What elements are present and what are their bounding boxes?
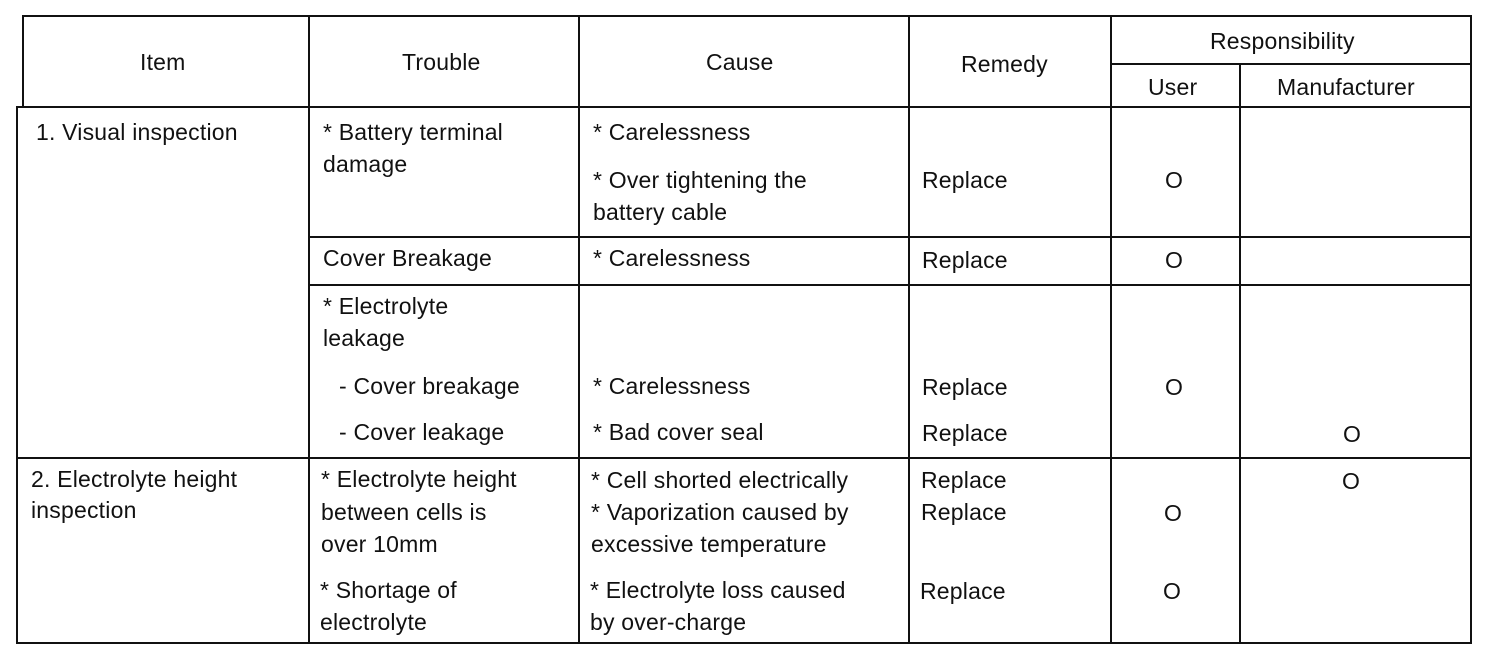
header-manufacturer: Manufacturer <box>1277 74 1415 100</box>
trouble-line: between cells is <box>321 499 487 525</box>
header-trouble: Trouble <box>402 49 481 75</box>
item-visual-inspection: 1. Visual inspection <box>36 119 238 145</box>
cause-line: * Carelessness <box>593 245 751 271</box>
trouble-line: leakage <box>323 325 405 351</box>
user-mark: O <box>1165 374 1184 400</box>
user-mark: O <box>1163 578 1182 604</box>
column-divider-user <box>1239 63 1241 644</box>
column-divider-item <box>308 15 310 644</box>
remedy-value: Replace <box>922 247 1008 273</box>
remedy-value: Replace <box>921 499 1007 525</box>
user-mark: O <box>1165 167 1184 193</box>
header-cause: Cause <box>706 49 774 75</box>
header-remedy: Remedy <box>961 51 1048 77</box>
cause-line: by over-charge <box>590 609 747 635</box>
trouble-line: * Battery terminal <box>323 119 503 145</box>
trouble-line: - Cover leakage <box>339 419 505 445</box>
trouble-line: - Cover breakage <box>339 373 520 399</box>
remedy-value: Replace <box>922 374 1008 400</box>
remedy-value: Replace <box>920 578 1006 604</box>
cause-line: * Electrolyte loss caused <box>590 577 846 603</box>
row-divider-2 <box>308 284 1472 286</box>
table-border-right <box>1470 15 1472 644</box>
table-border-left-lower <box>16 106 18 644</box>
table-border-left <box>22 15 24 107</box>
trouble-line: * Electrolyte <box>323 293 449 319</box>
responsibility-divider <box>1110 63 1472 65</box>
cause-line: * Carelessness <box>593 373 751 399</box>
cause-line: excessive temperature <box>591 531 827 557</box>
item-electrolyte-height: inspection <box>31 497 137 523</box>
column-divider-remedy <box>1110 15 1112 644</box>
header-user: User <box>1148 74 1198 100</box>
item-electrolyte-height: 2. Electrolyte height <box>31 466 238 492</box>
cause-line: * Bad cover seal <box>593 419 764 445</box>
header-item: Item <box>140 49 186 75</box>
trouble-line: electrolyte <box>320 609 428 635</box>
remedy-value: Replace <box>922 167 1008 193</box>
cause-line: * Carelessness <box>593 119 751 145</box>
cause-line: battery cable <box>593 199 728 225</box>
trouble-line: * Electrolyte height <box>321 466 517 492</box>
table-border-bottom <box>16 642 1472 644</box>
header-divider <box>16 106 1472 108</box>
table-border-top <box>22 15 1472 17</box>
trouble-line: over 10mm <box>321 531 438 557</box>
manufacturer-mark: O <box>1342 468 1361 494</box>
column-divider-cause <box>908 15 910 644</box>
manufacturer-mark: O <box>1343 421 1362 447</box>
remedy-value: Replace <box>921 467 1007 493</box>
header-responsibility: Responsibility <box>1210 28 1355 54</box>
cause-line: * Vaporization caused by <box>591 499 849 525</box>
trouble-line: Cover Breakage <box>323 245 492 271</box>
user-mark: O <box>1165 247 1184 273</box>
trouble-line: damage <box>323 151 408 177</box>
user-mark: O <box>1164 500 1183 526</box>
row-divider-1 <box>308 236 1472 238</box>
remedy-value: Replace <box>922 420 1008 446</box>
cause-line: * Over tightening the <box>593 167 807 193</box>
trouble-line: * Shortage of <box>320 577 457 603</box>
cause-line: * Cell shorted electrically <box>591 467 849 493</box>
section-divider <box>16 457 1472 459</box>
column-divider-trouble <box>578 15 580 644</box>
